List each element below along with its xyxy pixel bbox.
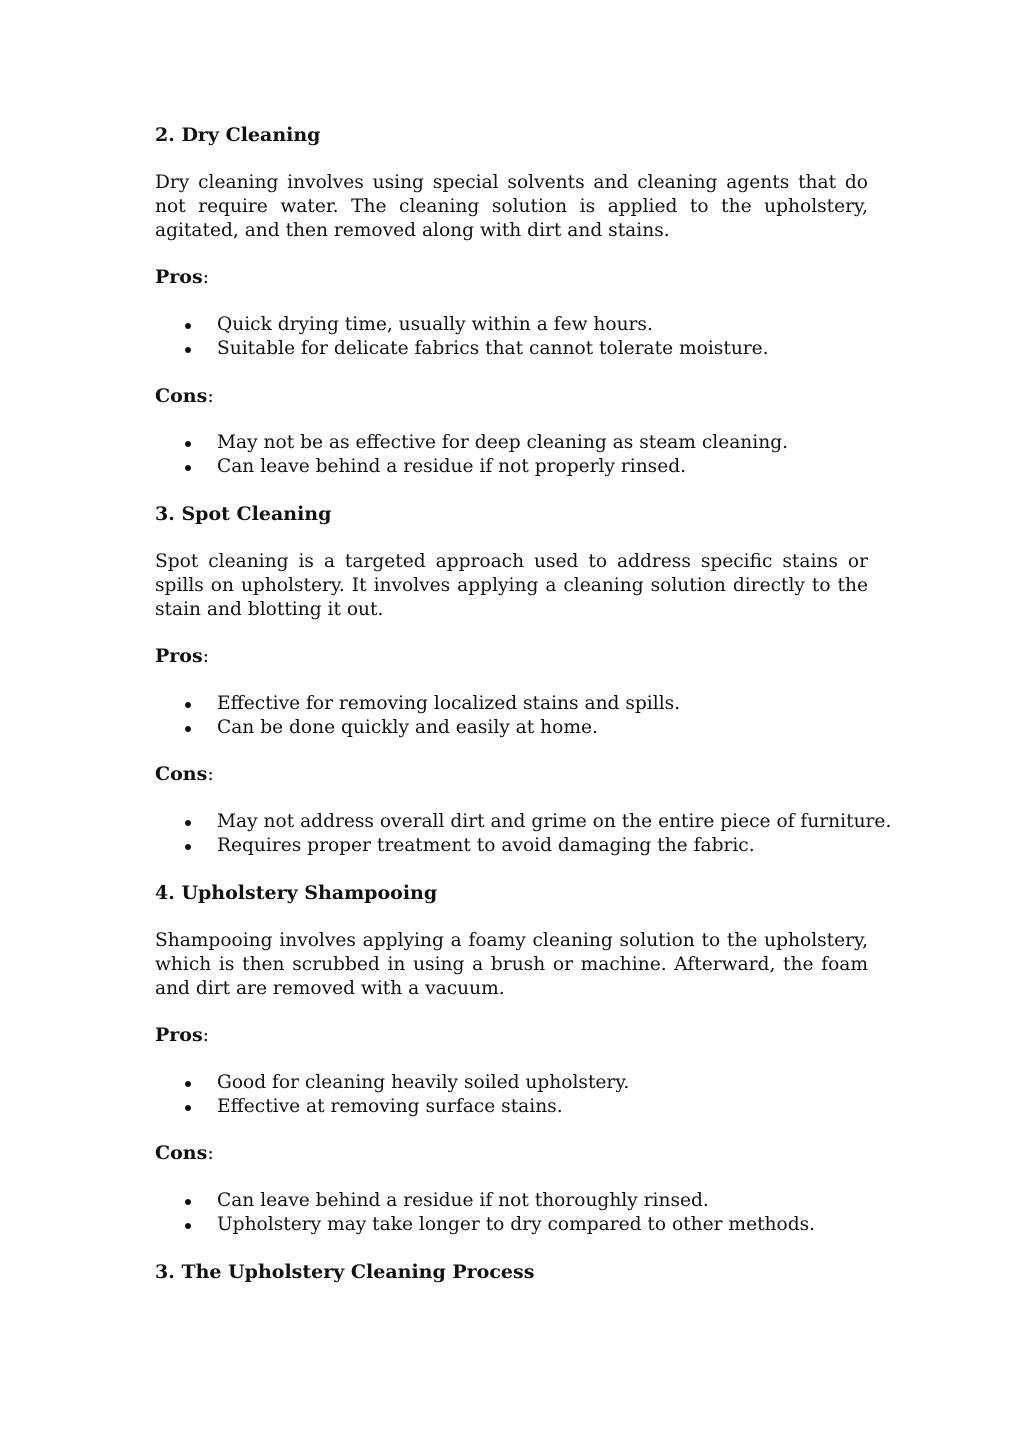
- list-item: [155, 1071, 868, 1095]
- cons-list: [155, 431, 868, 479]
- list-item-text: Can leave behind a residue if not properly rinsed.: [217, 455, 687, 477]
- bullet-icon: [185, 844, 191, 850]
- cons-label: [155, 762, 214, 786]
- list-item: [155, 313, 868, 337]
- section-paragraph-upholstery-shampooing: Shampooing involves applying a foamy cleaning solution to the upholstery, which is then scrubbed in using a brush or machine. Afterward, the foam and dirt are removed with a vacuum.: [155, 930, 868, 999]
- cons-list: [155, 1189, 868, 1237]
- bullet-icon: [185, 726, 191, 732]
- list-item: [155, 834, 868, 858]
- bullet-icon: [185, 1199, 191, 1205]
- cons-label-text: Cons: [155, 763, 208, 785]
- list-item-text: Can be done quickly and easily at home.: [217, 716, 598, 738]
- label-colon: :: [207, 1142, 214, 1164]
- label-colon: :: [207, 385, 214, 407]
- section-heading-cleaning-process: 3. The Upholstery Cleaning Process: [155, 1261, 535, 1283]
- label-colon: :: [207, 763, 214, 785]
- list-item: [155, 1095, 868, 1119]
- cons-label: [155, 1141, 214, 1165]
- list-item-text: Upholstery may take longer to dry compared to other methods.: [217, 1213, 816, 1235]
- bullet-icon: [185, 441, 191, 447]
- pros-list: [155, 1071, 868, 1119]
- list-item-text: Requires proper treatment to avoid damaging the fabric.: [217, 834, 755, 856]
- pros-label-text: Pros: [155, 645, 203, 667]
- label-colon: :: [202, 266, 210, 288]
- section-heading-upholstery-shampooing: 4. Upholstery Shampooing: [155, 882, 438, 904]
- list-item-text: May not be as effective for deep cleaning as steam cleaning.: [217, 432, 789, 453]
- section-paragraph-spot-cleaning: Spot cleaning is a targeted approach used to address specific stains or spills on upholstery. It involves applying a cleaning solution directly to the stain and blotting it out.: [155, 551, 868, 620]
- label-colon: :: [202, 645, 210, 667]
- list-item: [155, 692, 868, 716]
- label-colon: :: [202, 1024, 210, 1046]
- bullet-icon: [185, 702, 191, 708]
- list-item: [155, 1189, 868, 1213]
- bullet-icon: [185, 323, 191, 329]
- bullet-icon: [185, 347, 191, 353]
- list-item-text: Good for cleaning heavily soiled upholstery.: [217, 1072, 630, 1093]
- cons-label-text: Cons: [155, 385, 208, 407]
- list-item-text: Can leave behind a residue if not thoroughly rinsed.: [217, 1190, 709, 1211]
- list-item-text: Effective at removing surface stains.: [217, 1095, 563, 1117]
- pros-label: [155, 265, 209, 289]
- cons-label-text: Cons: [155, 1142, 208, 1164]
- pros-label-text: Pros: [155, 266, 203, 288]
- list-item-text: Suitable for delicate fabrics that cannot tolerate moisture.: [217, 337, 769, 359]
- list-item: [155, 810, 892, 834]
- bullet-icon: [185, 465, 191, 471]
- bullet-icon: [185, 1105, 191, 1111]
- list-item-text: Quick drying time, usually within a few hours.: [217, 314, 653, 335]
- list-item-text: May not address overall dirt and grime on the entire piece of furniture.: [217, 811, 892, 832]
- pros-label: [155, 1023, 209, 1047]
- section-paragraph-dry-cleaning: Dry cleaning involves using special solvents and cleaning agents that do not require water. The cleaning solution is applied to the upholstery, agitated, and then removed along with dirt and stains.: [155, 172, 868, 241]
- section-heading-dry-cleaning: 2. Dry Cleaning: [155, 124, 321, 146]
- pros-list: [155, 692, 868, 740]
- cons-list: [155, 810, 892, 858]
- section-heading-spot-cleaning: 3. Spot Cleaning: [155, 503, 332, 525]
- bullet-icon: [185, 1223, 191, 1229]
- pros-label-text: Pros: [155, 1024, 203, 1046]
- cons-label: [155, 384, 214, 408]
- list-item: [155, 337, 868, 361]
- bullet-icon: [185, 820, 191, 826]
- list-item-text: Effective for removing localized stains and spills.: [217, 693, 681, 714]
- pros-list: [155, 313, 868, 361]
- bullet-icon: [185, 1081, 191, 1087]
- pros-label: [155, 644, 209, 668]
- list-item: [155, 1213, 868, 1237]
- list-item: [155, 716, 868, 740]
- list-item: [155, 455, 868, 479]
- list-item: [155, 431, 868, 455]
